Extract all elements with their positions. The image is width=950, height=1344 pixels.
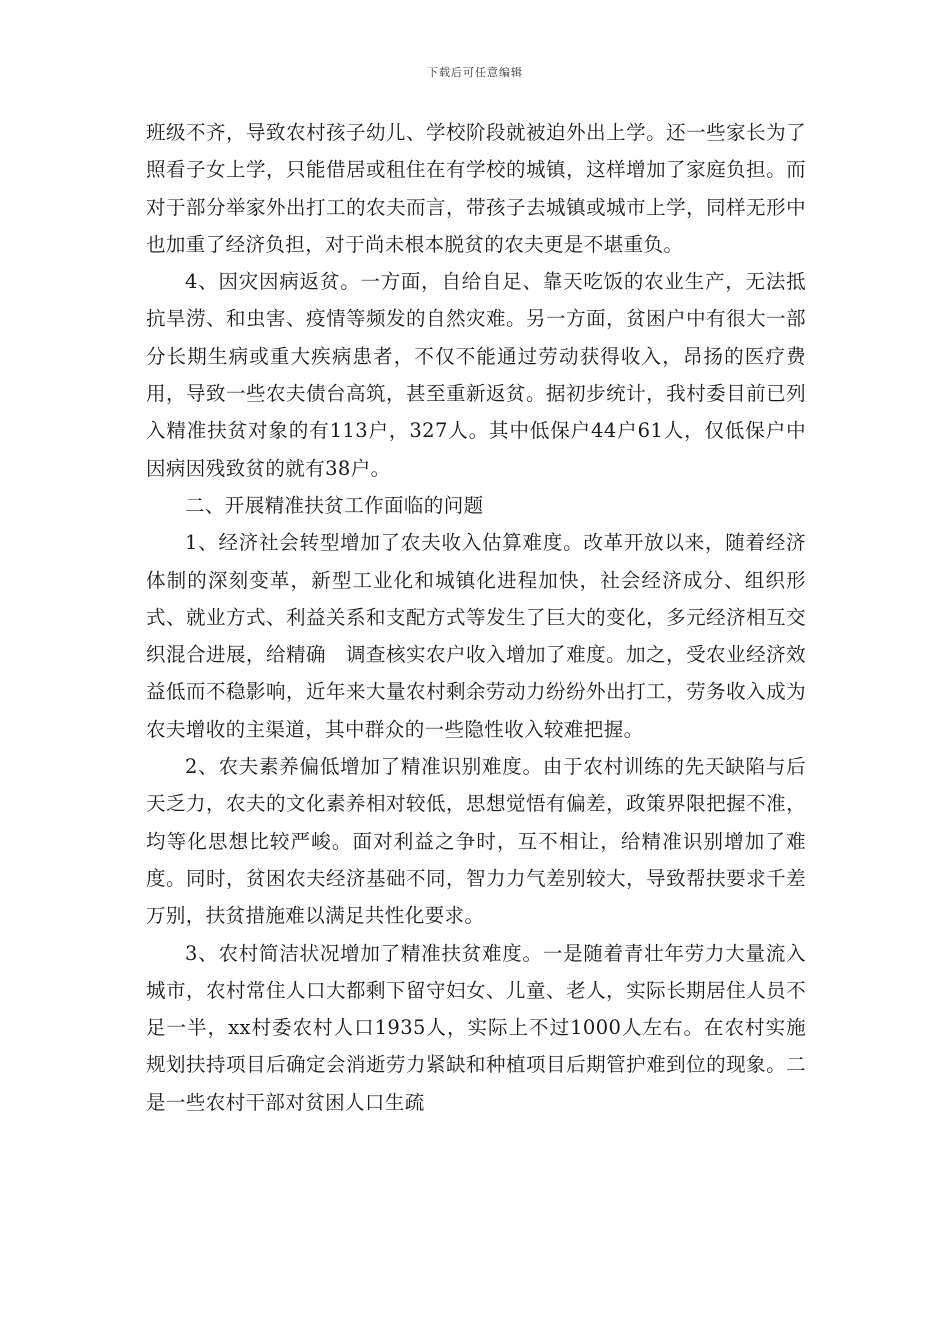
- paragraph-disaster-illness: 4、因灾因病返贫。一方面，自给自足、靠天吃饭的农业生产，无法抵抗旱涝、和虫害、疫情等频发的自然灾难。另一方面，贫困户中有很大一部分长期生病或重大疾病患者，不仅不能通过劳动获得收入，昂扬的医疗费用，导致一些农夫债台高筑，甚至重新返贫。据初步统计，我村委目前已列入精准扶贫对象的有113户，327人。其中低保户44户61人，仅低保户中因病因残致贫的就有38户。: [146, 270, 806, 480]
- paragraph-rural-situation: 3、农村简洁状况增加了精准扶贫难度。一是随着青壮年劳力大量流入城市，农村常住人口大都剩下留守妇女、儿童、老人，实际长期居住人员不足一半，xx村委农村人口1935人，实际上不过1000人左右。在农村实施规划扶持项目后确定会消逝劳力紧缺和种植项目后期管护难到位的现象。二是一些农村干部对贫困人口生疏: [146, 941, 806, 1114]
- paragraph-continued: 班级不齐，导致农村孩子幼儿、学校阶段就被迫外出上学。还一些家长为了照看子女上学，只能借居或租住在有学校的城镇，这样增加了家庭负担。而对于部分举家外出打工的农夫而言，带孩子去城镇或城市上学，同样无形中也加重了经济负担，对于尚未根本脱贫的农夫更是不堪重负。: [146, 121, 806, 256]
- page-header: 下载后可任意编辑: [427, 66, 523, 79]
- document-body: [146, 114, 806, 1121]
- paragraph-farmer-quality: 2、农夫素养偏低增加了精准识别难度。由于农村训练的先天缺陷与后天乏力，农夫的文化素养相对较低，思想觉悟有偏差，政策界限把握不准，均等化思想比较严峻。面对利益之争时，互不相让，给精准识别增加了难度。同时，贫困农夫经济基础不同，智力力气差别较大，导致帮扶要求千差万别，扶贫措施难以满足共性化要求。: [146, 755, 806, 928]
- section-heading: 二、开展精准扶贫工作面临的问题: [185, 493, 484, 517]
- paragraph-income-estimation: 1、经济社会转型增加了农夫收入估算难度。改革开放以来，随着经济体制的深刻变革，新型工业化和城镇化进程加快，社会经济成分、组织形式、就业方式、利益关系和支配方式等发生了巨大的变化，多元经济相互交织混合进展，给精确 调查核实农户收入增加了难度。加之，受农业经济效益低而不稳影响，近年来大量农村剩余劳动力纷纷外出打工，劳务收入成为农夫增收的主渠道，其中群众的一些隐性收入较难把握。: [146, 531, 806, 741]
